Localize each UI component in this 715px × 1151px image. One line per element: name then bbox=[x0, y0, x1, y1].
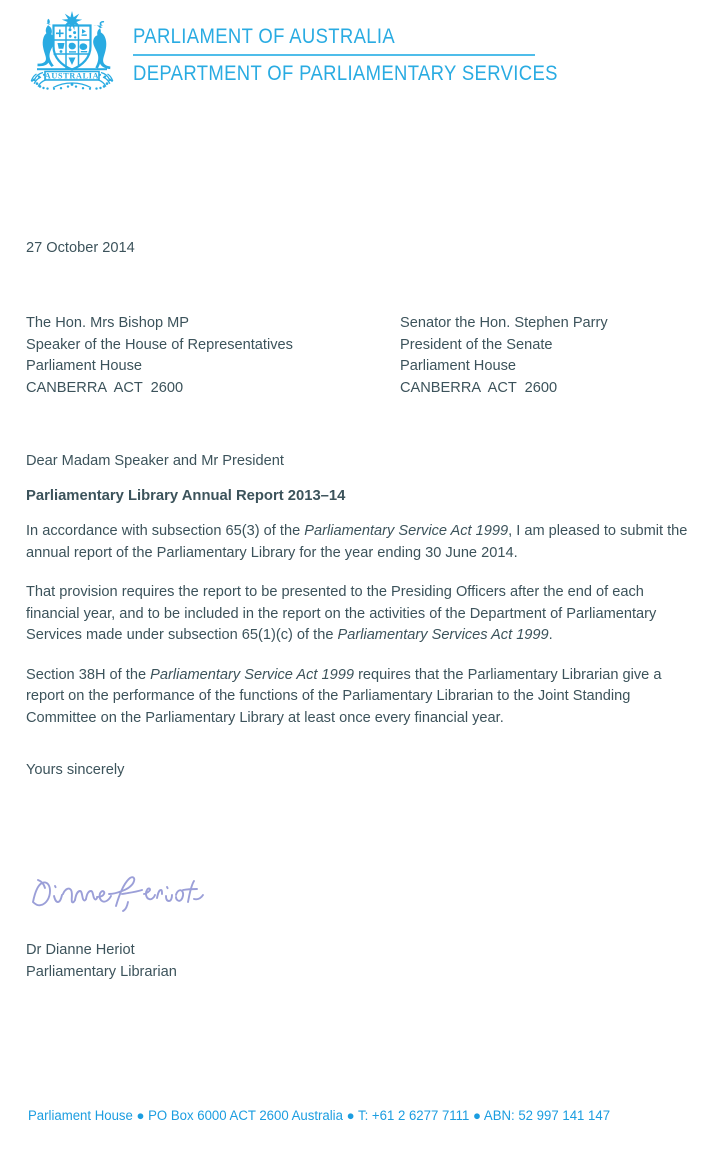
addressee-speaker-name: The Hon. Mrs Bishop MP bbox=[26, 315, 190, 331]
paragraph-3-text-before: Section 38H of the bbox=[26, 666, 151, 683]
addressee-president-title: President of the Senate bbox=[400, 336, 553, 353]
body-paragraph-2 bbox=[26, 582, 689, 647]
footer-contact-line: Parliament House ● PO Box 6000 ACT 2600 Australia ● T: +61 2 6277 7111 ● ABN: 52 997 141 147 bbox=[28, 1108, 611, 1123]
letter-date: 27 October 2014 bbox=[26, 240, 135, 256]
addressee-president-name: Senator the Hon. Stephen Parry bbox=[400, 315, 608, 331]
addressee-president-building: Parliament House bbox=[400, 358, 516, 374]
subject-heading: Parliamentary Library Annual Report 2013–14 bbox=[26, 488, 346, 504]
australian-coat-of-arms-icon bbox=[23, 8, 121, 90]
addressee-title-row bbox=[26, 335, 686, 357]
addressee-president-locality: CANBERRA ACT 2600 bbox=[400, 379, 558, 396]
letterhead bbox=[0, 0, 715, 110]
handwritten-signature-icon bbox=[28, 866, 228, 922]
addressee-speaker-building: Parliament House bbox=[26, 358, 142, 374]
closing-salutation: Yours sincerely bbox=[26, 762, 125, 778]
paragraph-1-text-after: , I am pleased to submit the annual report of the Parliamentary Library for the year ending 30 June 2014. bbox=[26, 523, 688, 561]
salutation: Dear Madam Speaker and Mr President bbox=[26, 453, 284, 469]
paragraph-2-act-citation: Parliamentary Services Act 1999 bbox=[337, 627, 549, 643]
addressee-name-row bbox=[26, 313, 686, 335]
signer-block bbox=[26, 940, 177, 983]
paragraph-3-act-citation: Parliamentary Service Act 1999 bbox=[150, 666, 355, 683]
addressee-building-row bbox=[26, 356, 686, 378]
body-paragraph-1 bbox=[26, 521, 689, 564]
masthead-divider bbox=[133, 54, 535, 56]
addressee-speaker-title: Speaker of the House of Representatives bbox=[26, 336, 293, 353]
addressee-locality-row bbox=[26, 378, 686, 400]
body-paragraph-3 bbox=[26, 665, 689, 730]
paragraph-3-text-after: requires that the Parliamentary Librarian give a report on the performance of the functions of the Parliamentary Librarian to the Joint Standing Committee on the Parliamentary Library at least once every financial year. bbox=[26, 666, 662, 726]
paragraph-1-act-citation: Parliamentary Service Act 1999 bbox=[304, 523, 509, 539]
masthead-line-parliament: PARLIAMENT OF AUSTRALIA bbox=[133, 25, 396, 48]
paragraph-2-text-before: That provision requires the report to be presented to the Presiding Officers after the end of each financial year, and to be included in the report on the activities of the Department of Parliamentary Services made under subsection 65(1)(c) of the bbox=[26, 584, 657, 643]
letter-body bbox=[26, 521, 689, 729]
paragraph-1-text-before: In accordance with subsection 65(3) of the bbox=[26, 523, 305, 539]
masthead bbox=[133, 24, 558, 87]
signer-name: Dr Dianne Heriot bbox=[26, 942, 135, 958]
paragraph-2-text-after: . bbox=[548, 627, 553, 643]
addressee-block bbox=[26, 313, 686, 399]
masthead-line-department: DEPARTMENT OF PARLIAMENTARY SERVICES bbox=[133, 62, 558, 85]
addressee-speaker-locality: CANBERRA ACT 2600 bbox=[26, 379, 184, 396]
signer-title: Parliamentary Librarian bbox=[26, 963, 177, 980]
crest-motto-text: AUSTRALIA bbox=[44, 71, 100, 81]
